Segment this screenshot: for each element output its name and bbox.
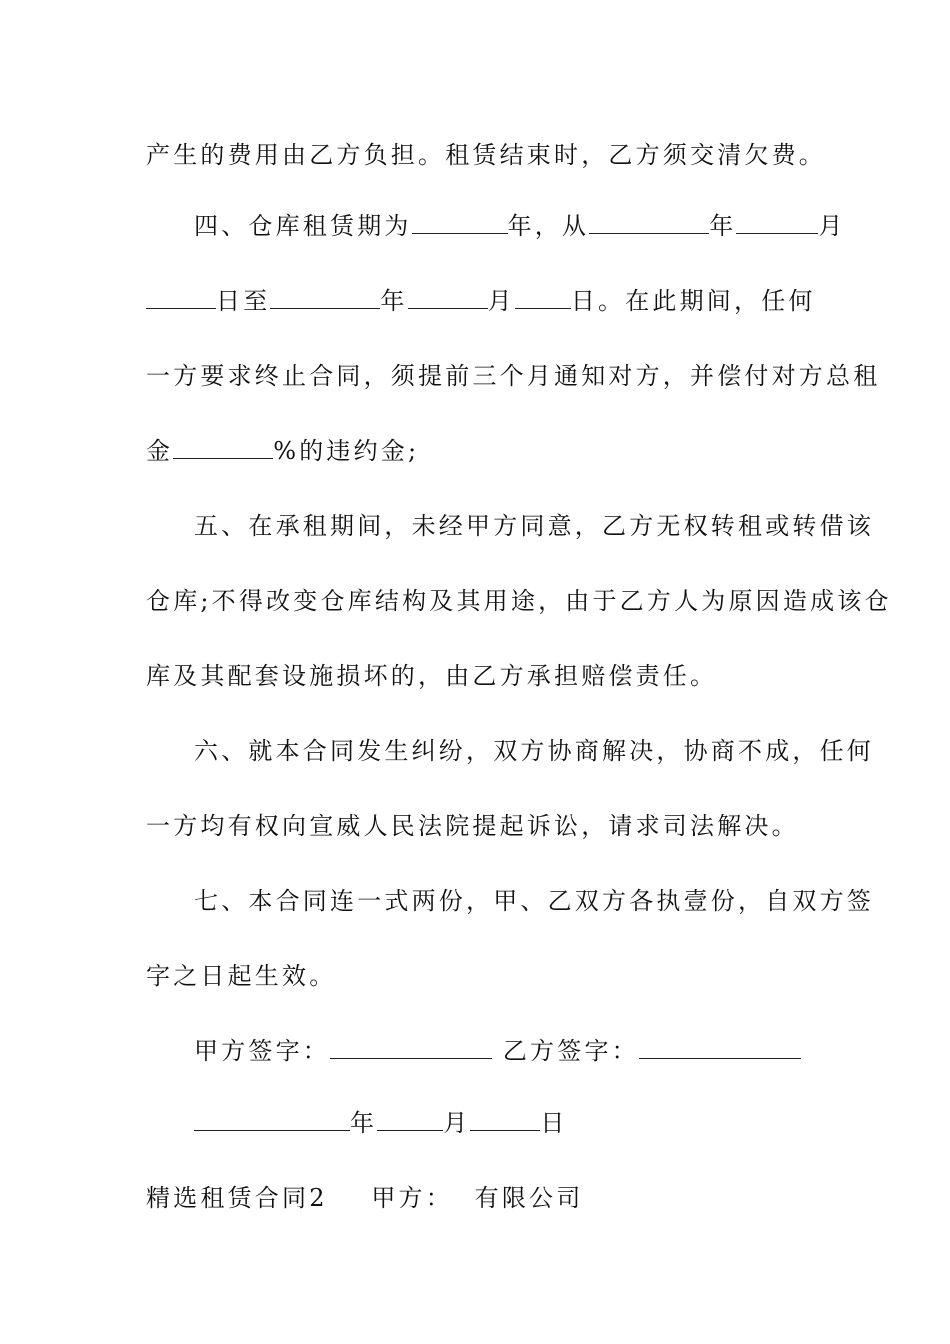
blank-field (173, 436, 273, 459)
month-field (377, 1108, 443, 1131)
line-text: %的违约金; (273, 437, 420, 465)
next-contract-party: 甲方： 有限公司 (371, 1184, 584, 1212)
line-text: 五、在承租期间，未经甲方同意，乙方无权转租或转借该 (194, 512, 874, 540)
line-text: 七、本合同连一式两份，甲、乙双方各执壹份，自双方签 (194, 887, 874, 915)
line-text: 字之日起生效。 (146, 962, 337, 990)
signature-date-line (194, 1107, 854, 1139)
blank-field (736, 211, 818, 234)
line-text: 月 (818, 212, 846, 240)
line-text: 日 (540, 1109, 568, 1137)
line-text: 仓库;不得改变仓库结构及其用途，由于乙方人为原因造成该仓 (146, 587, 892, 615)
paragraph-line (146, 810, 806, 842)
next-contract-heading (146, 1182, 806, 1214)
paragraph-line (146, 960, 806, 992)
blank-field (270, 286, 380, 309)
paragraph-line (146, 660, 806, 692)
paragraph-line (146, 360, 881, 392)
paragraph-line (194, 510, 874, 542)
party-a-signature-label: 甲方签字： (194, 1037, 330, 1065)
line-text: 库及其配套设施损坏的，由乙方承担赔偿责任。 (146, 662, 718, 690)
clause-4-line-1 (194, 210, 846, 242)
line-text: 四、仓库租赁期为 (194, 212, 412, 240)
day-field (470, 1108, 540, 1131)
party-a-signature-field (330, 1036, 492, 1059)
blank-field (515, 286, 571, 309)
line-text: 年 (380, 287, 408, 315)
line-text: 月 (487, 287, 515, 315)
party-b-signature-field (639, 1036, 801, 1059)
year-field (194, 1108, 350, 1131)
line-text: 日。在此期间，任何 (570, 287, 816, 315)
blank-field (412, 211, 508, 234)
line-text: 一方要求终止合同，须提前三个月通知对方，并偿付对方总租 (146, 362, 881, 390)
line-text: 年 (709, 212, 737, 240)
party-b-signature-label: 乙方签字： (502, 1037, 639, 1065)
next-contract-title: 精选租赁合同2 (146, 1184, 328, 1212)
paragraph-line (194, 735, 874, 767)
blank-field (408, 286, 488, 309)
line-text: 年 (350, 1109, 378, 1137)
line-text: 月 (443, 1109, 471, 1137)
line-text: 六、就本合同发生纠纷，双方协商解决，协商不成，任何 (194, 737, 874, 765)
clause-4-line-2 (146, 285, 816, 317)
line-text: 产生的费用由乙方负担。租赁结束时，乙方须交清欠费。 (146, 141, 826, 169)
signature-line (194, 1035, 854, 1067)
paragraph-line (194, 885, 874, 917)
line-text: 金 (146, 437, 174, 465)
line-text: 一方均有权向宣威人民法院提起诉讼，请求司法解决。 (146, 812, 799, 840)
blank-field (589, 211, 709, 234)
paragraph-line (146, 139, 826, 171)
line-text: 日至 (216, 287, 271, 315)
blank-field (146, 286, 216, 309)
line-text: 年，从 (507, 212, 590, 240)
paragraph-line (146, 435, 806, 467)
paragraph-line (146, 585, 892, 617)
